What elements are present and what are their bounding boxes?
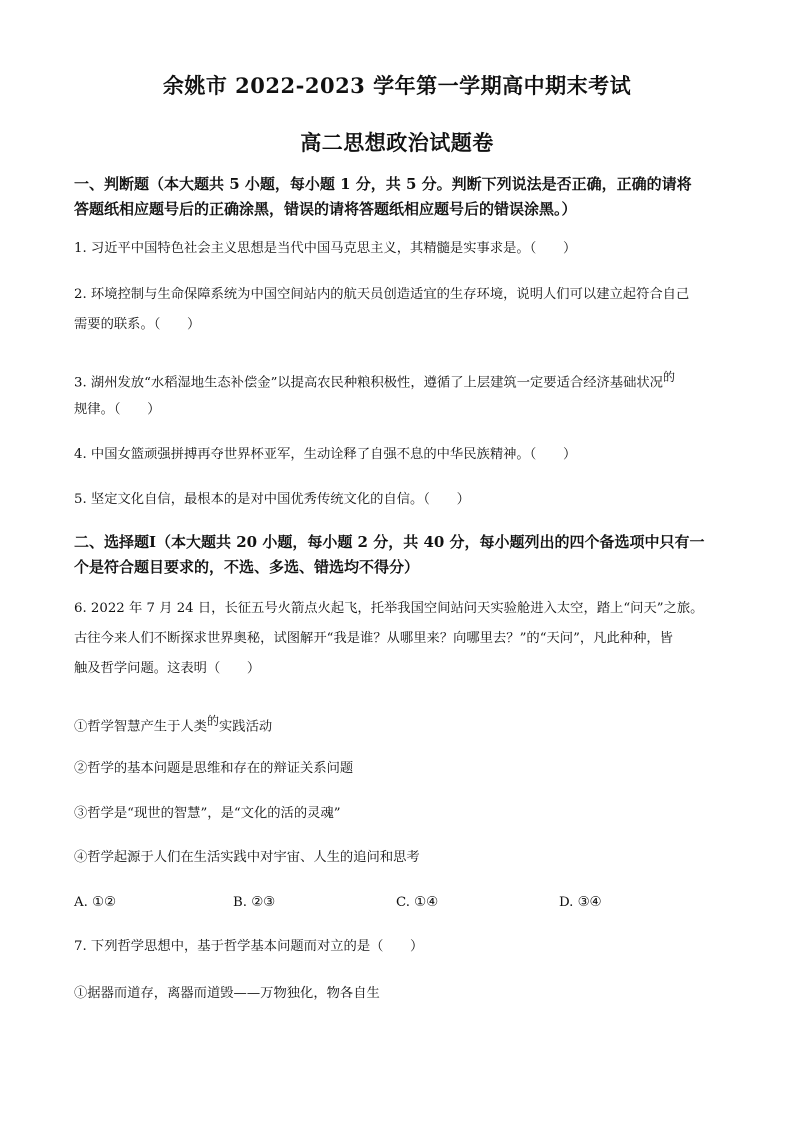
question-6-statement-1: [74, 712, 272, 736]
question-1: 1. 习近平中国特色社会主义思想是当代中国马克思主义，其精髓是实事求是。（ ）: [74, 241, 577, 256]
statement-1-text-a: ①哲学智慧产生于人类: [74, 719, 207, 735]
question-6-statement-3: ③哲学是“现世的智慧”，是“文化的活的灵魂”: [74, 806, 341, 821]
question-5: 5. 坚定文化自信，最根本的是对中国优秀传统文化的自信。（ ）: [74, 492, 470, 507]
section2-heading-line2: 个是符合题目要求的，不选、多选、错选均不得分）: [74, 558, 420, 576]
question-3-line2: 规律。（ ）: [74, 402, 161, 417]
exam-subtitle: 高二思想政治试题卷: [300, 130, 494, 155]
question-6-statement-2: ②哲学的基本问题是思维和存在的辩证关系问题: [74, 761, 354, 776]
question-6-option-a: A. ①②: [74, 895, 116, 910]
question-7-statement-1: ①据器而道存，离器而道毁——万物独化，物各自生: [74, 986, 380, 1001]
question-6-statement-4: ④哲学起源于人们在生活实践中对宇宙、人生的追问和思考: [74, 850, 420, 865]
question-2-line2: 需要的联系。（ ）: [74, 317, 201, 332]
section1-heading: [74, 172, 734, 222]
question-3-line1: [74, 368, 675, 392]
question-6-line1: 6. 2022 年 7 月 24 日，长征五号火箭点火起飞，托举我国空间站问天实验舱进入太空，踏上“问天”之旅。: [74, 601, 704, 616]
section1-heading-line1: 一、判断题（本大题共 5 小题，每小题 1 分，共 5 分。判断下列说法是否正确，正确的请将: [74, 175, 692, 193]
question-7: 7. 下列哲学思想中，基于哲学基本问题而对立的是（ ）: [74, 939, 424, 954]
question-6-option-c: C. ①④: [396, 895, 438, 910]
question-3-superscript: 的: [662, 370, 675, 384]
question-2-line1: 2. 环境控制与生命保障系统为中国空间站内的航天员创造适宜的生存环境，说明人们可以建立起符合自己: [74, 287, 690, 302]
question-6-line3: 触及哲学问题。这表明（ ）: [74, 661, 261, 676]
question-6-line2: 古往今来人们不断探求世界奥秘，试图解开“我是谁？从哪里来？向哪里去？”的“天问”，凡此种种，皆: [74, 631, 673, 646]
exam-title: 余姚市 2022-2023 学年第一学期高中期末考试: [162, 73, 632, 98]
question-6-option-b: B. ②③: [233, 895, 276, 910]
question-6-option-d: D. ③④: [559, 895, 602, 910]
section2-heading: [74, 530, 734, 580]
statement-1-text-b: 实践活动: [218, 719, 273, 735]
statement-1-superscript: 的: [206, 714, 219, 728]
question-4: 4. 中国女篮顽强拼搏再夺世界杯亚军，生动诠释了自强不息的中华民族精神。（ ）: [74, 447, 577, 462]
section1-heading-line2: 答题纸相应题号后的正确涂黑，错误的请将答题纸相应题号后的错误涂黑。）: [74, 200, 577, 218]
question-3-text: 3. 湖州发放“水稻湿地生态补偿金”以提高农民种粮积极性，遵循了上层建筑一定要适合经济基础状况: [74, 375, 663, 391]
section2-heading-line1: 二、选择题Ⅰ（本大题共 20 小题，每小题 2 分，共 40 分，每小题列出的四个备选项中只有一: [74, 533, 705, 551]
